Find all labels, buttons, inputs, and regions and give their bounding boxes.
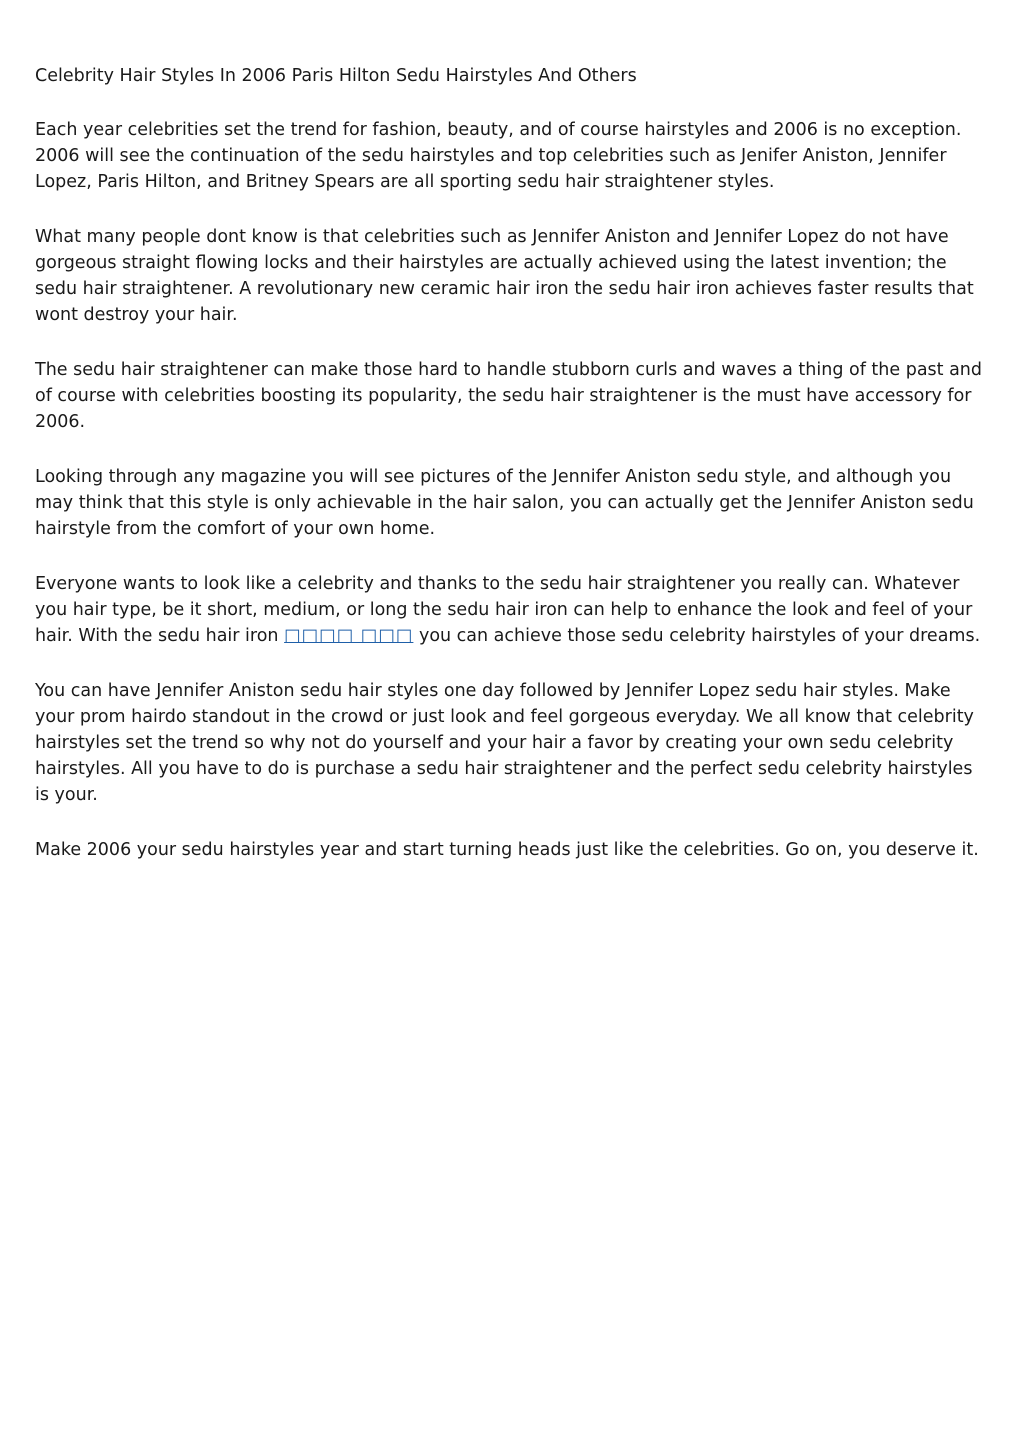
paragraph-5-text-after: you can achieve those sedu celebrity hairstyles of your dreams. [413,626,981,646]
paragraph-2: What many people dont know is that celebrities such as Jennifer Aniston and Jennifer Lopez do not have gorgeous straight flowing locks and their hairstyles are actually achieved using the latest invention; the sedu hair straightener. A revolutionary new ceramic hair iron the sedu hair iron achieves faster results that wont destroy your hair. [35,227,974,325]
paragraph-4: Looking through any magazine you will see pictures of the Jennifer Aniston sedu style, and although you may think that this style is only achievable in the hair salon, you can actually get the Jennifer Aniston sedu hairstyle from the comfort of your own home. [35,467,974,539]
document-page [35,63,985,892]
inline-link[interactable]: □□□□ □□□ [284,626,414,646]
paragraph-3: The sedu hair straightener can make those hard to handle stubborn curls and waves a thing of the past and of course with celebrities boosting its popularity, the sedu hair straightener is the must have accessory for 2006. [35,360,983,432]
paragraph-1: Each year celebrities set the trend for fashion, beauty, and of course hairstyles and 2006 is no exception. 2006 will see the continuation of the sedu hairstyles and top celebrities such as Jenifer Aniston, Jennifer Lopez, Paris Hilton, and Britney Spears are all sporting sedu hair straightener styles. [35,120,962,192]
paragraph-5-text-before: Everyone wants to look like a celebrity and thanks to the sedu hair straightener you really can. Whatever you hair type, be it short, medium, or long the sedu hair iron can help to enhance the look and feel of your hair. With the sedu hair iron [35,574,973,646]
paragraph-6: You can have Jennifer Aniston sedu hair styles one day followed by Jennifer Lopez sedu hair styles. Make your prom hairdo standout in the crowd or just look and feel gorgeous everyday. We all know that celebrity hairstyles set the trend so why not do yourself and your hair a favor by creating your own sedu celebrity hairstyles. All you have to do is purchase a sedu hair straightener and the perfect sedu celebrity hairstyles is your. [35,681,974,805]
document-title: Celebrity Hair Styles In 2006 Paris Hilton Sedu Hairstyles And Others [35,66,637,86]
paragraph-5 [35,571,985,649]
paragraph-7: Make 2006 your sedu hairstyles year and start turning heads just like the celebrities. Go on, you deserve it. [35,840,979,860]
